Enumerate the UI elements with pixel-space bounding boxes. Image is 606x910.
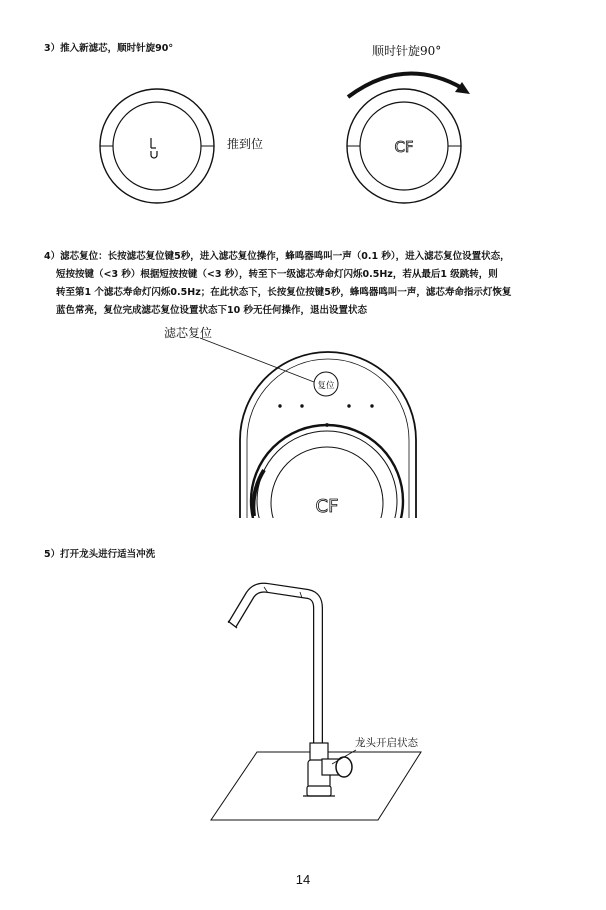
caption-push-in: 推到位 [227,137,264,151]
step5-title: 5）打开龙头进行适当冲洗 [44,549,156,560]
step4-line: 短按按键（<3 秒）根据短按按键（<3 秒），转至下一级滤芯寿命灯闪烁0.5Hz，若从最后1 级跳转，则 [56,269,498,280]
step3-figure [0,0,606,230]
filter-knob-cf [251,425,403,520]
step4-paragraph [44,248,564,320]
caption-rotate: 顺时针旋90° [372,44,442,58]
caption-faucet-open: 龙头开启状态 [355,737,418,749]
reset-button-label: 复位 [317,381,335,391]
faucet-icon [228,587,352,796]
filter-knob-rotate [347,89,461,203]
step4-figure [0,320,606,520]
step4-line: 转至第1 个滤芯寿命灯闪烁0.5Hz；在此状态下，长按复位按键5秒，蜂鸣器鸣叫一声，滤芯寿命指示灯恢复 [56,287,512,298]
callout-filter-reset: 滤芯复位 [164,326,213,340]
clockwise-arrow-icon [348,73,470,97]
reset-button [314,372,338,396]
lock-mark-icon [151,138,157,158]
step4-line: 蓝色常亮，复位完成滤芯复位设置状态下10 秒无任何操作，退出设置状态 [56,305,368,316]
filter-life-lights [278,404,373,407]
step4-line: 4）滤芯复位：长按滤芯复位键5秒，进入滤芯复位操作，蜂鸣器鸣叫一声（0.1 秒），进入滤芯复位设置状态， [44,251,510,262]
knob-cf-label: CF [394,138,414,156]
step3-title: 3）推入新滤芯，顺时针旋90° [44,43,174,54]
knob-cf-label: CF [315,496,339,517]
page-number: 14 [295,872,311,887]
filter-knob-push [100,89,214,203]
step5-figure [0,580,606,830]
